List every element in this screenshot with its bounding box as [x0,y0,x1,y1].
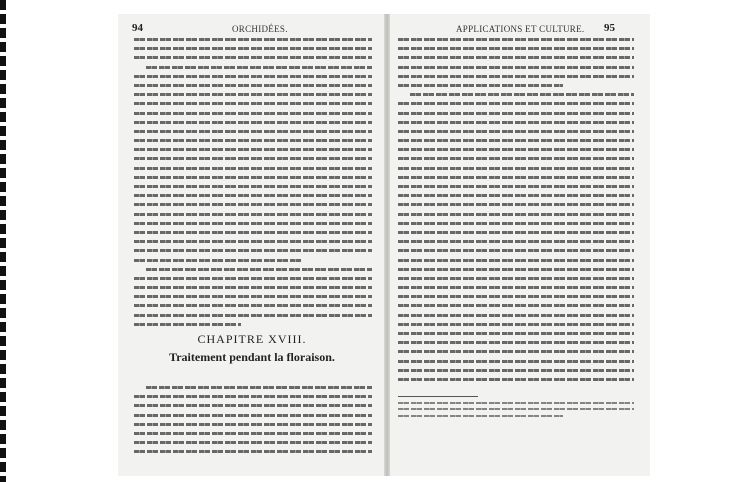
left-page-number: 94 [132,22,143,34]
book-gutter [384,14,390,476]
scanner-edge [0,0,6,482]
left-body-paragraphs [134,38,372,332]
footnote-rule [398,396,478,397]
right-page-number: 95 [604,22,615,34]
section-title: Traitement pendant la floraison. [169,350,335,364]
left-running-head: ORCHIDÉES. [232,24,288,34]
right-running-head: APPLICATIONS ET CULTURE. [456,24,585,34]
chapter-heading: CHAPITRE XVIII. [197,332,307,346]
footnote [398,402,634,421]
right-body-paragraphs [398,38,634,387]
left-section-paragraph [134,386,372,460]
